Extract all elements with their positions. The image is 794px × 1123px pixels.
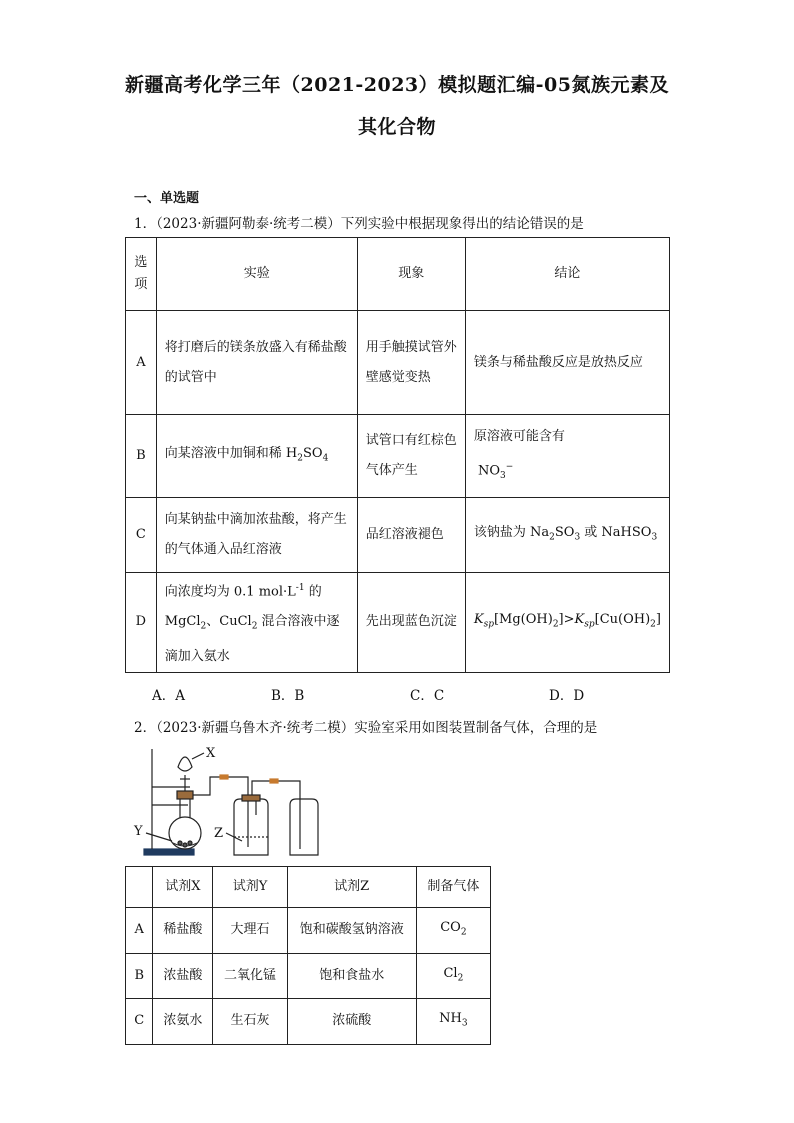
row-reagent-y: 大理石 [213, 908, 287, 954]
table-row [126, 498, 670, 573]
header-phenomenon: 现象 [357, 238, 465, 311]
row-conclusion: 该钠盐为 $Na_2SO_3$ 或 NaHSO$_3$ [465, 498, 669, 573]
row-option: C [126, 999, 153, 1045]
header-conclusion: 结论 [465, 238, 669, 311]
row-reagent-z: 饱和碳酸氢钠溶液 [287, 908, 416, 954]
question-2-table [125, 866, 491, 1045]
question-1-stem: 1．（2023·新疆阿勒泰·统考二模）下列实验中根据现象得出的结论错误的是 [134, 216, 584, 232]
row-option: C [126, 498, 157, 573]
label-y: Y [134, 824, 143, 839]
header-blank [126, 867, 153, 908]
row-option: B [126, 953, 153, 999]
label-x: X [206, 746, 216, 761]
row-conclusion: $K_{sp}[Mg(OH)_2]>K_{sp}[Cu(OH)_2]$ [465, 573, 669, 673]
header-gas: 制备气体 [416, 867, 490, 908]
table-row [126, 999, 491, 1045]
table-row [126, 573, 670, 673]
header-option: 选 项 [126, 238, 157, 311]
apparatus-figure [130, 745, 330, 864]
row-experiment: 向某溶液中加铜和稀 $H_2SO_4$ [156, 415, 357, 498]
row-experiment: 向某钠盐中滴加浓盐酸，将产生的气体通入品红溶液 [156, 498, 357, 573]
row-conclusion: 镁条与稀盐酸反应是放热反应 [465, 311, 669, 415]
row-phenomenon: 品红溶液褪色 [357, 498, 465, 573]
table-row [126, 908, 491, 954]
section-heading: 一、单选题 [134, 191, 200, 206]
row-gas: $Cl_2$ [416, 953, 490, 999]
row-reagent-z: 浓硫酸 [287, 999, 416, 1045]
option-c[interactable]: C．C [410, 688, 445, 704]
table-row [126, 953, 491, 999]
row-gas: $CO_2$ [416, 908, 490, 954]
label-z: Z [214, 826, 224, 841]
table-row [126, 311, 670, 415]
doc-title-line2: 其化合物 [357, 116, 436, 138]
row-phenomenon: 用手触摸试管外壁感觉变热 [357, 311, 465, 415]
gas-apparatus-diagram [130, 745, 330, 860]
row-reagent-y: 生石灰 [213, 999, 287, 1045]
option-b[interactable]: B．B [271, 688, 305, 704]
doc-title-line1: 新疆高考化学三年（2021-2023）模拟题汇编-05氮族元素及 [125, 74, 669, 96]
table-header-row [126, 238, 670, 311]
row-option: A [126, 908, 153, 954]
header-experiment: 实验 [156, 238, 357, 311]
question-1-table [125, 237, 670, 673]
row-phenomenon: 试管口有红棕色气体产生 [357, 415, 465, 498]
row-option: B [126, 415, 157, 498]
question-2-stem: 2．（2023·新疆乌鲁木齐·统考二模）实验室采用如图装置制备气体，合理的是 [134, 720, 598, 736]
option-d[interactable]: D．D [549, 688, 585, 704]
row-reagent-y: 二氧化锰 [213, 953, 287, 999]
option-a[interactable]: A．A [152, 688, 185, 704]
row-experiment: 将打磨后的镁条放盛入有稀盐酸的试管中 [156, 311, 357, 415]
row-reagent-x: 稀盐酸 [153, 908, 213, 954]
row-experiment: 向浓度均为 0.1 $mol\cdot L^{-1}$ 的 MgCl$_2$、CuCl$_2$ 混合溶液中逐滴加入氨水 [156, 573, 357, 673]
row-gas: $NH_3$ [416, 999, 490, 1045]
header-reagent-y: 试剂Y [213, 867, 287, 908]
row-conclusion: 原溶液可能含有 $NO_3^-$ [465, 415, 669, 498]
row-option: A [126, 311, 157, 415]
header-reagent-z: 试剂Z [287, 867, 416, 908]
row-reagent-z: 饱和食盐水 [287, 953, 416, 999]
row-reagent-x: 浓盐酸 [153, 953, 213, 999]
row-phenomenon: 先出现蓝色沉淀 [357, 573, 465, 673]
row-reagent-x: 浓氨水 [153, 999, 213, 1045]
header-reagent-x: 试剂X [153, 867, 213, 908]
row-option: D [126, 573, 157, 673]
table-header-row [126, 867, 491, 908]
table-row [126, 415, 670, 498]
